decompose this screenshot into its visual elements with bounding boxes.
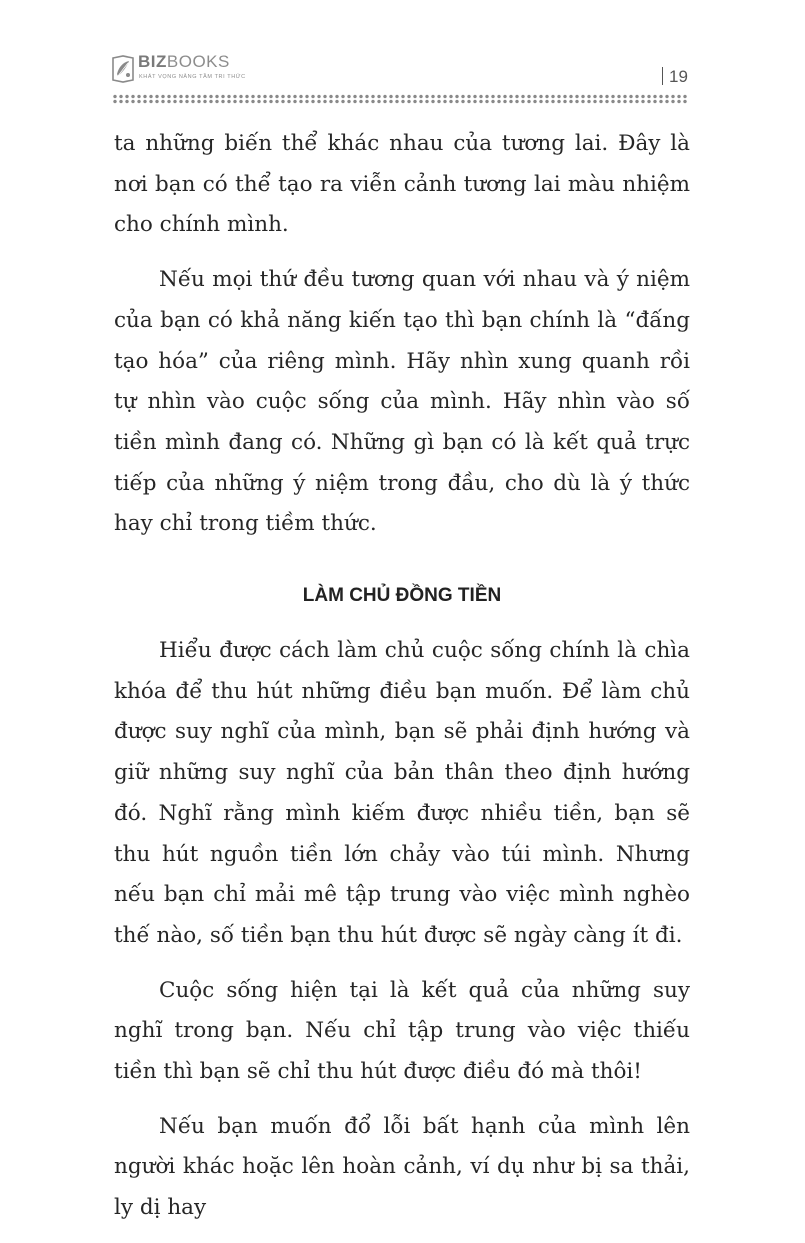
page-number [662, 67, 688, 87]
logo-wordmark [138, 52, 230, 72]
logo-tagline: KHÁT VỌNG NÂNG TẦM TRI THỨC [139, 74, 246, 80]
page-header [0, 0, 805, 110]
header-dotted-rule [112, 94, 687, 104]
page-number-value: 19 [669, 67, 688, 86]
logo-brand-bold: BIZ [138, 52, 167, 71]
section-heading: LÀM CHỦ ĐỒNG TIỀN [302, 585, 502, 607]
bizbooks-logo-icon [110, 54, 136, 84]
logo-brand-rest: BOOKS [166, 52, 230, 71]
paragraph: Nếu mọi thứ đều tương quan với nhau và ý niệm của bạn có khả năng kiến tạo thì bạn chính là “đấng tạo hóa” của riêng mình. Hãy nhìn xung quanh rồi tự nhìn vào cuộc sống của mình. Hãy nhìn vào số tiền mình đang có. Những gì bạn có là kết quả trực tiếp của những ý niệm trong đầu, cho dù là ý thức hay chỉ trong tiềm thức. [114, 267, 690, 537]
bizbooks-logo [110, 52, 246, 92]
page-number-divider [662, 67, 663, 85]
paragraph: Cuộc sống hiện tại là kết quả của những suy nghĩ trong bạn. Nếu chỉ tập trung vào việc thiếu tiền thì bạn sẽ chỉ thu hút được điều đó mà thôi! [114, 977, 690, 1085]
paragraph: Nếu bạn muốn đổ lỗi bất hạnh của mình lên người khác hoặc lên hoàn cảnh, ví dụ như bị sa thải, ly dị hay [114, 1113, 690, 1221]
page-body [114, 124, 690, 1243]
paragraph: Hiểu được cách làm chủ cuộc sống chính là chìa khóa để thu hút những điều bạn muốn. Để làm chủ được suy nghĩ của mình, bạn sẽ phải định hướng và giữ những suy nghĩ của bản thân theo định hướng đó. Nghĩ rằng mình kiếm được nhiều tiền, bạn sẽ thu hút nguồn tiền lớn chảy vào túi mình. Nhưng nếu bạn chỉ mải mê tập trung vào việc mình nghèo thế nào, số tiền bạn thu hút được sẽ ngày càng ít đi. [114, 638, 690, 948]
paragraph-continuation: ta những biến thể khác nhau của tương lai. Đây là nơi bạn có thể tạo ra viễn cảnh tương lai màu nhiệm cho chính mình. [114, 131, 690, 238]
